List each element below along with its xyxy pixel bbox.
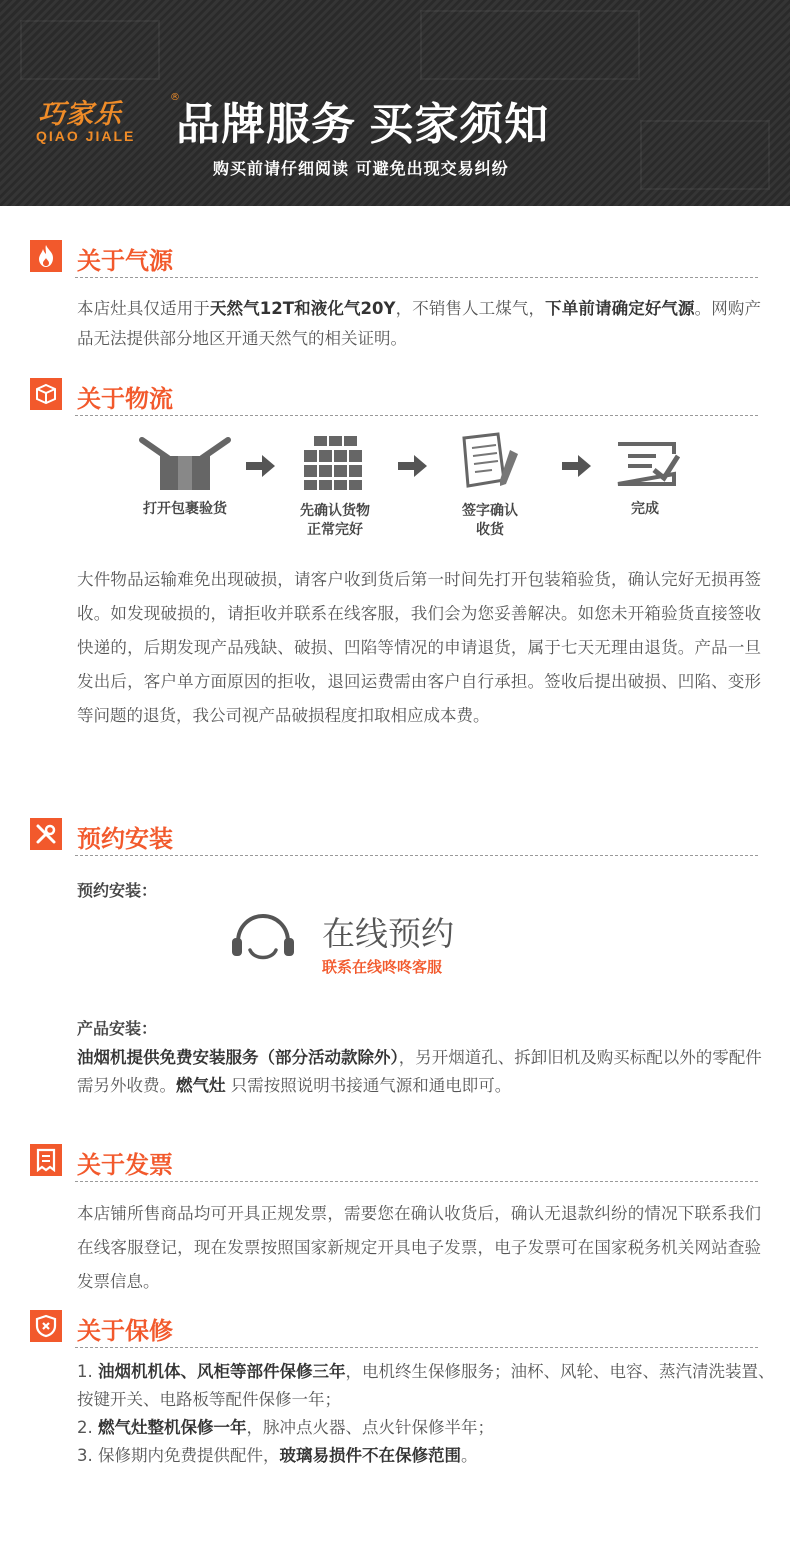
background-decoration — [420, 10, 640, 80]
brand-logo-cn: 巧家乐 — [38, 99, 122, 130]
invoice-text: 本店铺所售商品均可开具正规发票，需要您在确认收货后，确认无退款纠纷的情况下联系我们在线客服登记，现在发票按照国家新规定开具电子发票，电子发票可在国家税务机关网站查验发票信息。 — [77, 1204, 761, 1291]
headset-icon[interactable] — [228, 910, 298, 972]
divider — [75, 415, 758, 416]
booking-label: 预约安装： — [77, 881, 158, 900]
section-title: 关于发票 — [77, 1151, 173, 1179]
section-header-install — [30, 818, 758, 858]
flame-icon — [30, 240, 62, 272]
section-header-logistics — [30, 378, 758, 418]
header-banner — [0, 0, 790, 206]
section-header-gas — [30, 240, 758, 280]
logistics-text: 大件物品运输难免出现破损，请客户收到货后第一时间先打开包装箱验货，确认完好无损再签收。如发现破损的，请拒收并联系在线客服，我们会为您妥善解决。如您未开箱验货直接签收快递的，后期发现产品残缺、破损、凹陷等情况的申请退货，属于七天无理由退货。产品一旦发出后，客户单方面原因的拒收，退回运费需由客户自行承担。签收后提出破损、凹陷、变形等问题的退货，我公司视产品破损程度扣取相应成本费。 — [77, 570, 761, 725]
arrow-right-icon — [398, 454, 428, 478]
section-title: 关于物流 — [77, 385, 173, 413]
gas-text: 本店灶具仅适用于天然气12T和液化气20Y，不销售人工煤气，下单前请确定好气源。网购产品无法提供部分地区开通天然气的相关证明。 — [77, 299, 762, 348]
divider — [75, 277, 758, 278]
divider — [75, 855, 758, 856]
section-header-warranty — [30, 1310, 758, 1350]
warranty-item: 1. 油烟机机体、风柜等部件保修三年，电机终生保修服务；油杯、风轮、电容、蒸汽清洗装置、按键开关、电路板等配件保修一年； — [77, 1362, 775, 1409]
invoice-icon — [30, 1144, 62, 1176]
open-box-icon — [138, 436, 232, 492]
section-header-invoice — [30, 1144, 758, 1184]
online-service-link[interactable]: 联系在线咚咚客服 — [322, 958, 443, 976]
tools-icon — [30, 818, 62, 850]
section-title: 预约安装 — [77, 825, 173, 853]
complete-icon — [614, 440, 680, 488]
product-install-label: 产品安装： — [77, 1019, 158, 1038]
box-icon — [30, 378, 62, 410]
shield-icon — [30, 1310, 62, 1342]
warranty-item: 3. 保修期内免费提供配件，玻璃易损件不在保修范围。 — [77, 1446, 478, 1465]
section-title: 关于气源 — [77, 247, 173, 275]
registered-mark: ® — [170, 92, 180, 103]
flow-step-label: 先确认货物 正常完好 — [300, 503, 370, 538]
arrow-right-icon — [562, 454, 592, 478]
install-text: 油烟机提供免费安装服务（部分活动款除外），另开烟道孔、拆卸旧机及购买标配以外的零配件需另外收费。燃气灶 只需按照说明书接通气源和通电即可。 — [77, 1048, 762, 1095]
sign-document-icon — [452, 430, 526, 494]
background-decoration — [640, 120, 770, 190]
flow-step-label: 签字确认 收货 — [462, 503, 518, 538]
flow-step-label: 打开包裹验货 — [143, 501, 227, 517]
page-title: 品牌服务 买家须知 — [176, 100, 550, 149]
background-decoration — [20, 20, 160, 80]
divider — [75, 1181, 758, 1182]
online-booking-title[interactable]: 在线预约 — [322, 914, 454, 953]
section-title: 关于保修 — [77, 1317, 173, 1345]
cubes-icon — [300, 434, 370, 492]
divider — [75, 1347, 758, 1348]
flow-step-label: 完成 — [631, 501, 659, 517]
warranty-item: 2. 燃气灶整机保修一年，脉冲点火器、点火针保修半年； — [77, 1418, 494, 1437]
logistics-flow — [100, 430, 700, 550]
warranty-list — [77, 1358, 777, 1470]
brand-logo-en: QIAO JIALE — [36, 128, 136, 144]
page-subtitle: 购买前请仔细阅读 可避免出现交易纠纷 — [213, 159, 509, 178]
arrow-right-icon — [246, 454, 276, 478]
